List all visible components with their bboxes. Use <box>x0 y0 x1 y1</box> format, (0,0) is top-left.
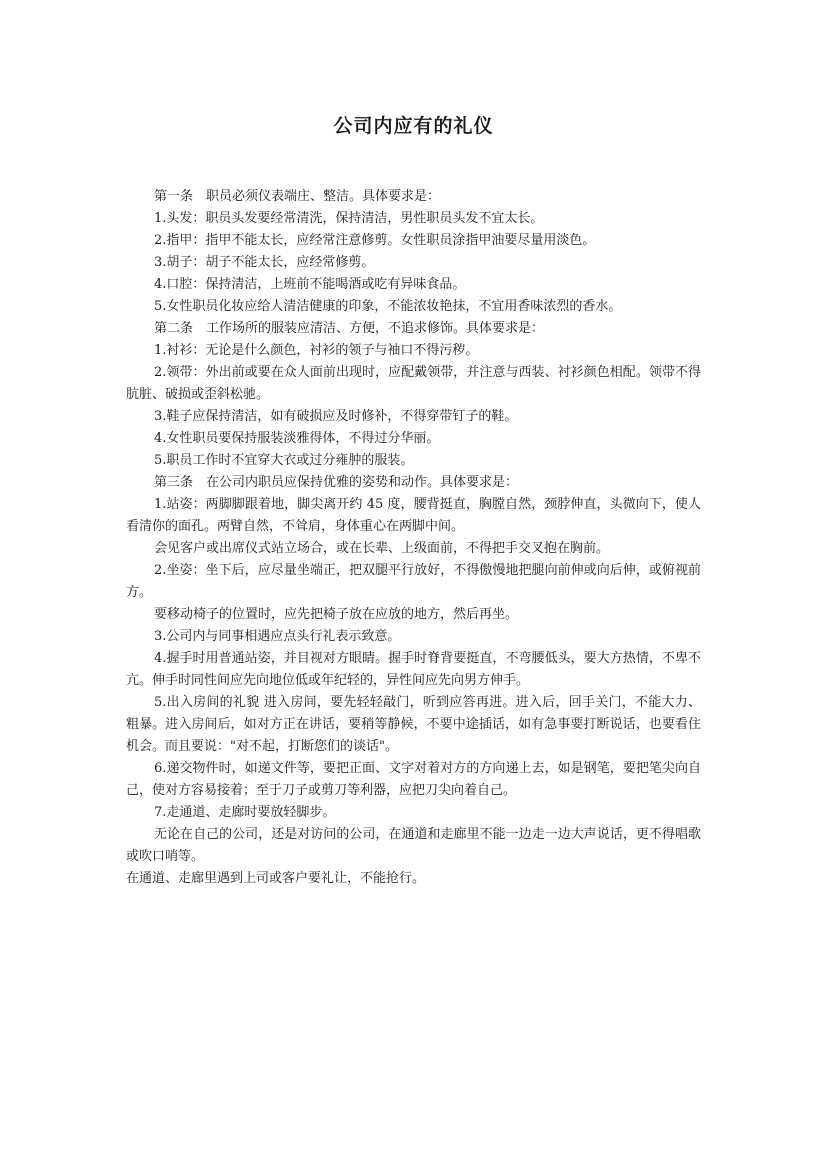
paragraph: 1.站姿：两脚脚跟着地，脚尖离开约 45 度，腰背挺直，胸膛自然，颈脖伸直，头微向下，使人看清你的面孔。两臂自然，不耸肩，身体重心在两脚中间。 <box>126 497 701 534</box>
paragraph: 在通道、走廊里遇到上司或客户要礼让，不能抢行。 <box>126 871 426 886</box>
paragraph: 会见客户或出席仪式站立场合，或在长辈、上级面前，不得把手交叉抱在胸前。 <box>154 541 610 556</box>
paragraph: 4.口腔：保持清洁，上班前不能喝酒或吃有异味食品。 <box>154 277 466 292</box>
paragraph: 7.走通道、走廊时要放轻脚步。 <box>154 805 336 820</box>
paragraph: 第二条 工作场所的服装应清洁、方便，不追求修饰。具体要求是： <box>154 321 545 336</box>
paragraph: 第一条 职员必须仪表端庄、整洁。具体要求是： <box>154 189 441 204</box>
paragraph: 要移动椅子的位置时，应先把椅子放在应放的地方，然后再坐。 <box>154 607 519 622</box>
paragraph: 2.坐姿：坐下后，应尽量坐端正，把双腿平行放好，不得傲慢地把腿向前伸或向后伸，或俯视前方。 <box>126 563 701 600</box>
paragraph: 5.出入房间的礼貌 进入房间，要先轻轻敲门，听到应答再进。进入后，回手关门，不能大力、粗暴。进入房间后，如对方正在讲话，要稍等静候，不要中途插话，如有急事要打断说话，也要看住机会。而且要说："对不起，打断您们的谈话"。 <box>126 695 701 754</box>
paragraph: 3.胡子：胡子不能太长，应经常修剪。 <box>154 255 375 270</box>
paragraph: 2.指甲：指甲不能太长，应经常注意修剪。女性职员涂指甲油要尽量用淡色。 <box>154 233 596 248</box>
paragraph: 第三条 在公司内职员应保持优雅的姿势和动作。具体要求是： <box>154 475 519 490</box>
paragraph: 3.公司内与同事相遇应点头行礼表示致意。 <box>154 629 401 644</box>
paragraph: 1.衬衫：无论是什么颜色，衬衫的领子与袖口不得污秽。 <box>154 343 479 358</box>
document-body <box>126 186 701 890</box>
paragraph: 5.女性职员化妆应给人清洁健康的印象，不能浓妆艳抹，不宜用香味浓烈的香水。 <box>154 299 622 314</box>
paragraph: 4.女性职员要保持服装淡雅得体，不得过分华丽。 <box>154 431 440 446</box>
paragraph: 无论在自己的公司，还是对访问的公司，在通道和走廊里不能一边走一边大声说话，更不得唱歌或吹口哨等。 <box>126 827 701 864</box>
paragraph: 1.头发：职员头发要经常清洗，保持清洁，男性职员头发不宜太长。 <box>154 211 544 226</box>
paragraph: 4.握手时用普通站姿，并目视对方眼睛。握手时脊背要挺直，不弯腰低头，要大方热情，不卑不亢。伸手时同性间应先向地位低或年纪轻的，异性间应先向男方伸手。 <box>126 651 701 688</box>
paragraph: 6.递交物件时，如递文件等，要把正面、文字对着对方的方向递上去，如是钢笔，要把笔尖向自己，使对方容易接着；至于刀子或剪刀等利器，应把刀尖向着自己。 <box>126 761 701 798</box>
paragraph: 3.鞋子应保持清洁，如有破损应及时修补，不得穿带钉子的鞋。 <box>154 409 518 424</box>
paragraph: 2.领带：外出前或要在众人面前出现时，应配戴领带，并注意与西装、衬衫颜色相配。领带不得肮脏、破损或歪斜松驰。 <box>126 365 701 402</box>
document-title: 公司内应有的礼仪 <box>333 115 494 137</box>
paragraph: 5.职员工作时不宜穿大衣或过分雍肿的服装。 <box>154 453 414 468</box>
